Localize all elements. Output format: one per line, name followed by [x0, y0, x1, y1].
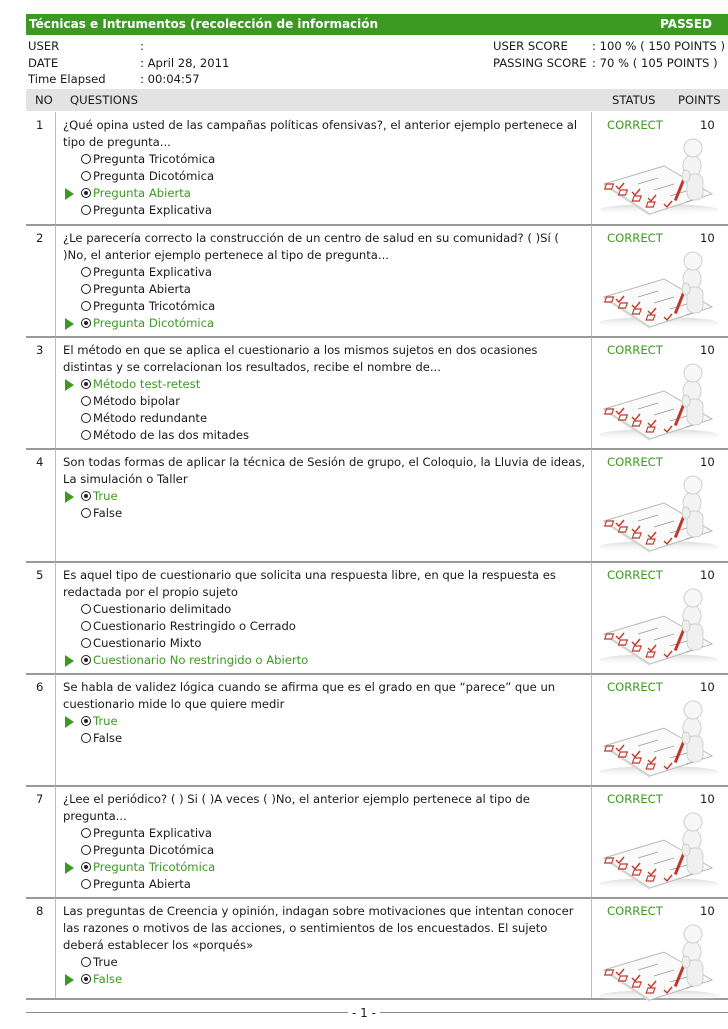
- question-number: 8: [36, 904, 44, 918]
- checklist-illustration-icon: [594, 698, 724, 780]
- radio-button-icon: [81, 733, 91, 743]
- question-text: Se habla de validez lógica cuando se afirma que es el grado en que “parece” que un cuestionario mide lo que quiere medir: [63, 680, 556, 711]
- question-row: [26, 786, 728, 899]
- answer-option: [63, 185, 586, 202]
- question-text: ¿Qué opina usted de las campañas políticas ofensivas?, el anterior ejemplo pertenece al tipo de pregunta...: [63, 118, 578, 149]
- question-content: [63, 454, 586, 522]
- radio-button-icon: [81, 879, 91, 889]
- status-badge: CORRECT: [607, 792, 663, 806]
- time-value: : 00:04:57: [140, 72, 200, 86]
- option-label: Cuestionario No restringido o Abierto: [93, 653, 309, 667]
- radio-button-icon: [81, 638, 91, 648]
- checklist-illustration: [594, 922, 724, 1004]
- option-label: Pregunta Dicotómica: [93, 843, 215, 857]
- option-label: Cuestionario Restringido o Cerrado: [93, 619, 296, 633]
- radio-button-icon: [81, 413, 91, 423]
- radio-button-icon: [81, 396, 91, 406]
- option-label: Método de las dos mitades: [93, 428, 250, 442]
- radio-button-icon: [81, 491, 91, 501]
- option-label: False: [93, 506, 123, 520]
- column-divider: [591, 562, 592, 673]
- points-value: 10: [700, 118, 715, 132]
- checklist-illustration: [594, 810, 724, 892]
- question-text: Son todas formas de aplicar la técnica de Sesión de grupo, el Coloquio, la Lluvia de ideas, La simulación o Taller: [63, 455, 586, 486]
- radio-button-icon: [81, 188, 91, 198]
- question-number: 6: [36, 680, 44, 694]
- time-label: Time Elapsed: [28, 72, 106, 86]
- answer-option: [63, 618, 586, 635]
- points-value: 10: [700, 231, 715, 245]
- status-badge: CORRECT: [607, 118, 663, 132]
- column-header: [26, 89, 728, 111]
- points-value: 10: [700, 343, 715, 357]
- points-value: 10: [700, 455, 715, 469]
- answer-option: [63, 376, 586, 393]
- radio-button-icon: [81, 716, 91, 726]
- date-value: : April 28, 2011: [140, 56, 230, 70]
- answer-option: [63, 601, 586, 618]
- answer-option: [63, 298, 586, 315]
- question-content: [63, 117, 586, 219]
- question-content: [63, 230, 586, 332]
- radio-button-icon: [81, 508, 91, 518]
- option-label: Cuestionario Mixto: [93, 636, 202, 650]
- option-label: Pregunta Explicativa: [93, 203, 213, 217]
- radio-button-icon: [81, 974, 91, 984]
- col-points: POINTS: [678, 93, 721, 107]
- selected-arrow-icon: [65, 862, 74, 874]
- question-row: [26, 898, 728, 1000]
- radio-button-icon: [81, 430, 91, 440]
- option-label: Pregunta Dicotómica: [93, 169, 215, 183]
- checklist-illustration-icon: [594, 810, 724, 892]
- status-badge: CORRECT: [607, 568, 663, 582]
- points-value: 10: [700, 568, 715, 582]
- title-bar: [26, 14, 728, 35]
- radio-button-icon: [81, 604, 91, 614]
- option-label: Método bipolar: [93, 394, 181, 408]
- checklist-illustration-icon: [594, 586, 724, 668]
- page-footer: [0, 1006, 728, 1020]
- status-badge: CORRECT: [607, 343, 663, 357]
- score-label: USER SCORE: [493, 39, 568, 53]
- answer-option: [63, 842, 586, 859]
- selected-arrow-icon: [65, 655, 74, 667]
- option-label: False: [93, 972, 123, 986]
- answer-option: [63, 859, 586, 876]
- question-content: [63, 342, 586, 444]
- question-row: [26, 112, 728, 226]
- question-number: 2: [36, 231, 44, 245]
- column-divider: [55, 786, 56, 897]
- option-label: Pregunta Abierta: [93, 282, 191, 296]
- status-badge: CORRECT: [607, 455, 663, 469]
- option-label: Método redundante: [93, 411, 208, 425]
- option-label: Pregunta Dicotómica: [93, 316, 215, 330]
- option-label: Pregunta Abierta: [93, 186, 191, 200]
- column-divider: [591, 786, 592, 897]
- option-label: Cuestionario delimitado: [93, 602, 232, 616]
- checklist-illustration: [594, 698, 724, 780]
- option-label: Método test-retest: [93, 377, 201, 391]
- checklist-illustration-icon: [594, 249, 724, 331]
- answer-option: [63, 713, 586, 730]
- column-divider: [55, 562, 56, 673]
- answer-option: [63, 168, 586, 185]
- column-divider: [591, 898, 592, 998]
- question-number: 7: [36, 792, 44, 806]
- question-number: 1: [36, 118, 44, 132]
- answer-option: [63, 825, 586, 842]
- selected-arrow-icon: [65, 491, 74, 503]
- radio-button-icon: [81, 301, 91, 311]
- selected-arrow-icon: [65, 188, 74, 200]
- radio-button-icon: [81, 379, 91, 389]
- question-text: ¿Lee el periódico? ( ) Si ( )A veces ( )No, el anterior ejemplo pertenece al tipo de pregunta...: [63, 792, 530, 823]
- checklist-illustration-icon: [594, 361, 724, 443]
- answer-option: [63, 151, 586, 168]
- radio-button-icon: [81, 267, 91, 277]
- question-text: Es aquel tipo de cuestionario que solicita una respuesta libre, en que la respuesta es redactada por el propio sujeto: [63, 568, 556, 599]
- question-content: [63, 903, 586, 988]
- column-divider: [591, 674, 592, 785]
- checklist-illustration-icon: [594, 136, 724, 218]
- answer-option: [63, 954, 586, 971]
- question-content: [63, 791, 586, 893]
- radio-button-icon: [81, 845, 91, 855]
- checklist-illustration: [594, 361, 724, 443]
- passing-label: PASSING SCORE: [493, 56, 587, 70]
- answer-option: [63, 393, 586, 410]
- score-value: : 100 % ( 150 POINTS ): [592, 39, 725, 53]
- points-value: 10: [700, 904, 715, 918]
- radio-button-icon: [81, 318, 91, 328]
- answer-option: [63, 505, 586, 522]
- question-text: El método en que se aplica el cuestionario a los mismos sujetos en dos ocasiones distintas y se correlacionan los resultados, recibe el nombre de...: [63, 343, 538, 374]
- column-divider: [591, 449, 592, 561]
- column-divider: [55, 112, 56, 224]
- answer-option: [63, 488, 586, 505]
- radio-button-icon: [81, 171, 91, 181]
- question-number: 5: [36, 568, 44, 582]
- option-label: True: [93, 955, 118, 969]
- col-no: NO: [35, 93, 53, 107]
- quiz-title: Técnicas e Intrumentos (recolección de información: [29, 17, 379, 31]
- option-label: Pregunta Abierta: [93, 877, 191, 891]
- col-questions: QUESTIONS: [70, 93, 138, 107]
- answer-option: [63, 202, 586, 219]
- checklist-illustration: [594, 249, 724, 331]
- column-divider: [55, 674, 56, 785]
- question-text: ¿Le parecería correcto la construcción de un centro de salud en su comunidad? ( )Sí ( )No, el anterior ejemplo pertenece al tipo de pregunta...: [63, 231, 559, 262]
- answer-option: [63, 281, 586, 298]
- radio-button-icon: [81, 655, 91, 665]
- column-divider: [55, 898, 56, 998]
- checklist-illustration: [594, 136, 724, 218]
- column-divider: [55, 225, 56, 336]
- option-label: True: [93, 489, 118, 503]
- answer-option: [63, 635, 586, 652]
- points-value: 10: [700, 792, 715, 806]
- radio-button-icon: [81, 284, 91, 294]
- option-label: True: [93, 714, 118, 728]
- option-label: Pregunta Tricotómica: [93, 860, 216, 874]
- question-row: [26, 562, 728, 675]
- question-content: [63, 679, 586, 747]
- checklist-illustration: [594, 473, 724, 555]
- page-number: - 1 -: [348, 1006, 380, 1020]
- radio-button-icon: [81, 205, 91, 215]
- column-divider: [591, 112, 592, 224]
- selected-arrow-icon: [65, 318, 74, 330]
- question-row: [26, 674, 728, 787]
- answer-option: [63, 315, 586, 332]
- question-text: Las preguntas de Creencia y opinión, indagan sobre motivaciones que intentan conocer las razones o motivos de las acciones, o sentimientos de los encuestados. El sujeto deberá establecer los «porqués»: [63, 904, 574, 952]
- option-label: Pregunta Explicativa: [93, 826, 213, 840]
- column-divider: [591, 337, 592, 448]
- answer-option: [63, 427, 586, 444]
- points-value: 10: [700, 680, 715, 694]
- selected-arrow-icon: [65, 974, 74, 986]
- option-label: False: [93, 731, 123, 745]
- answer-option: [63, 971, 586, 988]
- checklist-illustration: [594, 586, 724, 668]
- passing-value: : 70 % ( 105 POINTS ): [592, 56, 718, 70]
- user-value: :: [140, 39, 144, 53]
- option-label: Pregunta Explicativa: [93, 265, 213, 279]
- col-status: STATUS: [612, 93, 656, 107]
- checklist-illustration-icon: [594, 473, 724, 555]
- answer-option: [63, 876, 586, 893]
- column-divider: [591, 225, 592, 336]
- date-label: DATE: [28, 56, 59, 70]
- radio-button-icon: [81, 957, 91, 967]
- option-label: Pregunta Tricotómica: [93, 299, 216, 313]
- radio-button-icon: [81, 862, 91, 872]
- status-badge: CORRECT: [607, 680, 663, 694]
- status-badge: CORRECT: [607, 904, 663, 918]
- question-number: 4: [36, 455, 44, 469]
- status-badge: CORRECT: [607, 231, 663, 245]
- answer-option: [63, 264, 586, 281]
- question-number: 3: [36, 343, 44, 357]
- column-divider: [55, 337, 56, 448]
- checklist-illustration-icon: [594, 922, 724, 1004]
- summary-header: [26, 37, 728, 89]
- result-badge: PASSED: [660, 17, 712, 31]
- question-row: [26, 337, 728, 450]
- radio-button-icon: [81, 621, 91, 631]
- radio-button-icon: [81, 828, 91, 838]
- radio-button-icon: [81, 154, 91, 164]
- answer-option: [63, 410, 586, 427]
- column-divider: [55, 449, 56, 561]
- question-row: [26, 449, 728, 563]
- question-content: [63, 567, 586, 669]
- answer-option: [63, 652, 586, 669]
- user-label: USER: [28, 39, 60, 53]
- answer-option: [63, 730, 586, 747]
- selected-arrow-icon: [65, 379, 74, 391]
- question-row: [26, 225, 728, 338]
- selected-arrow-icon: [65, 716, 74, 728]
- option-label: Pregunta Tricotómica: [93, 152, 216, 166]
